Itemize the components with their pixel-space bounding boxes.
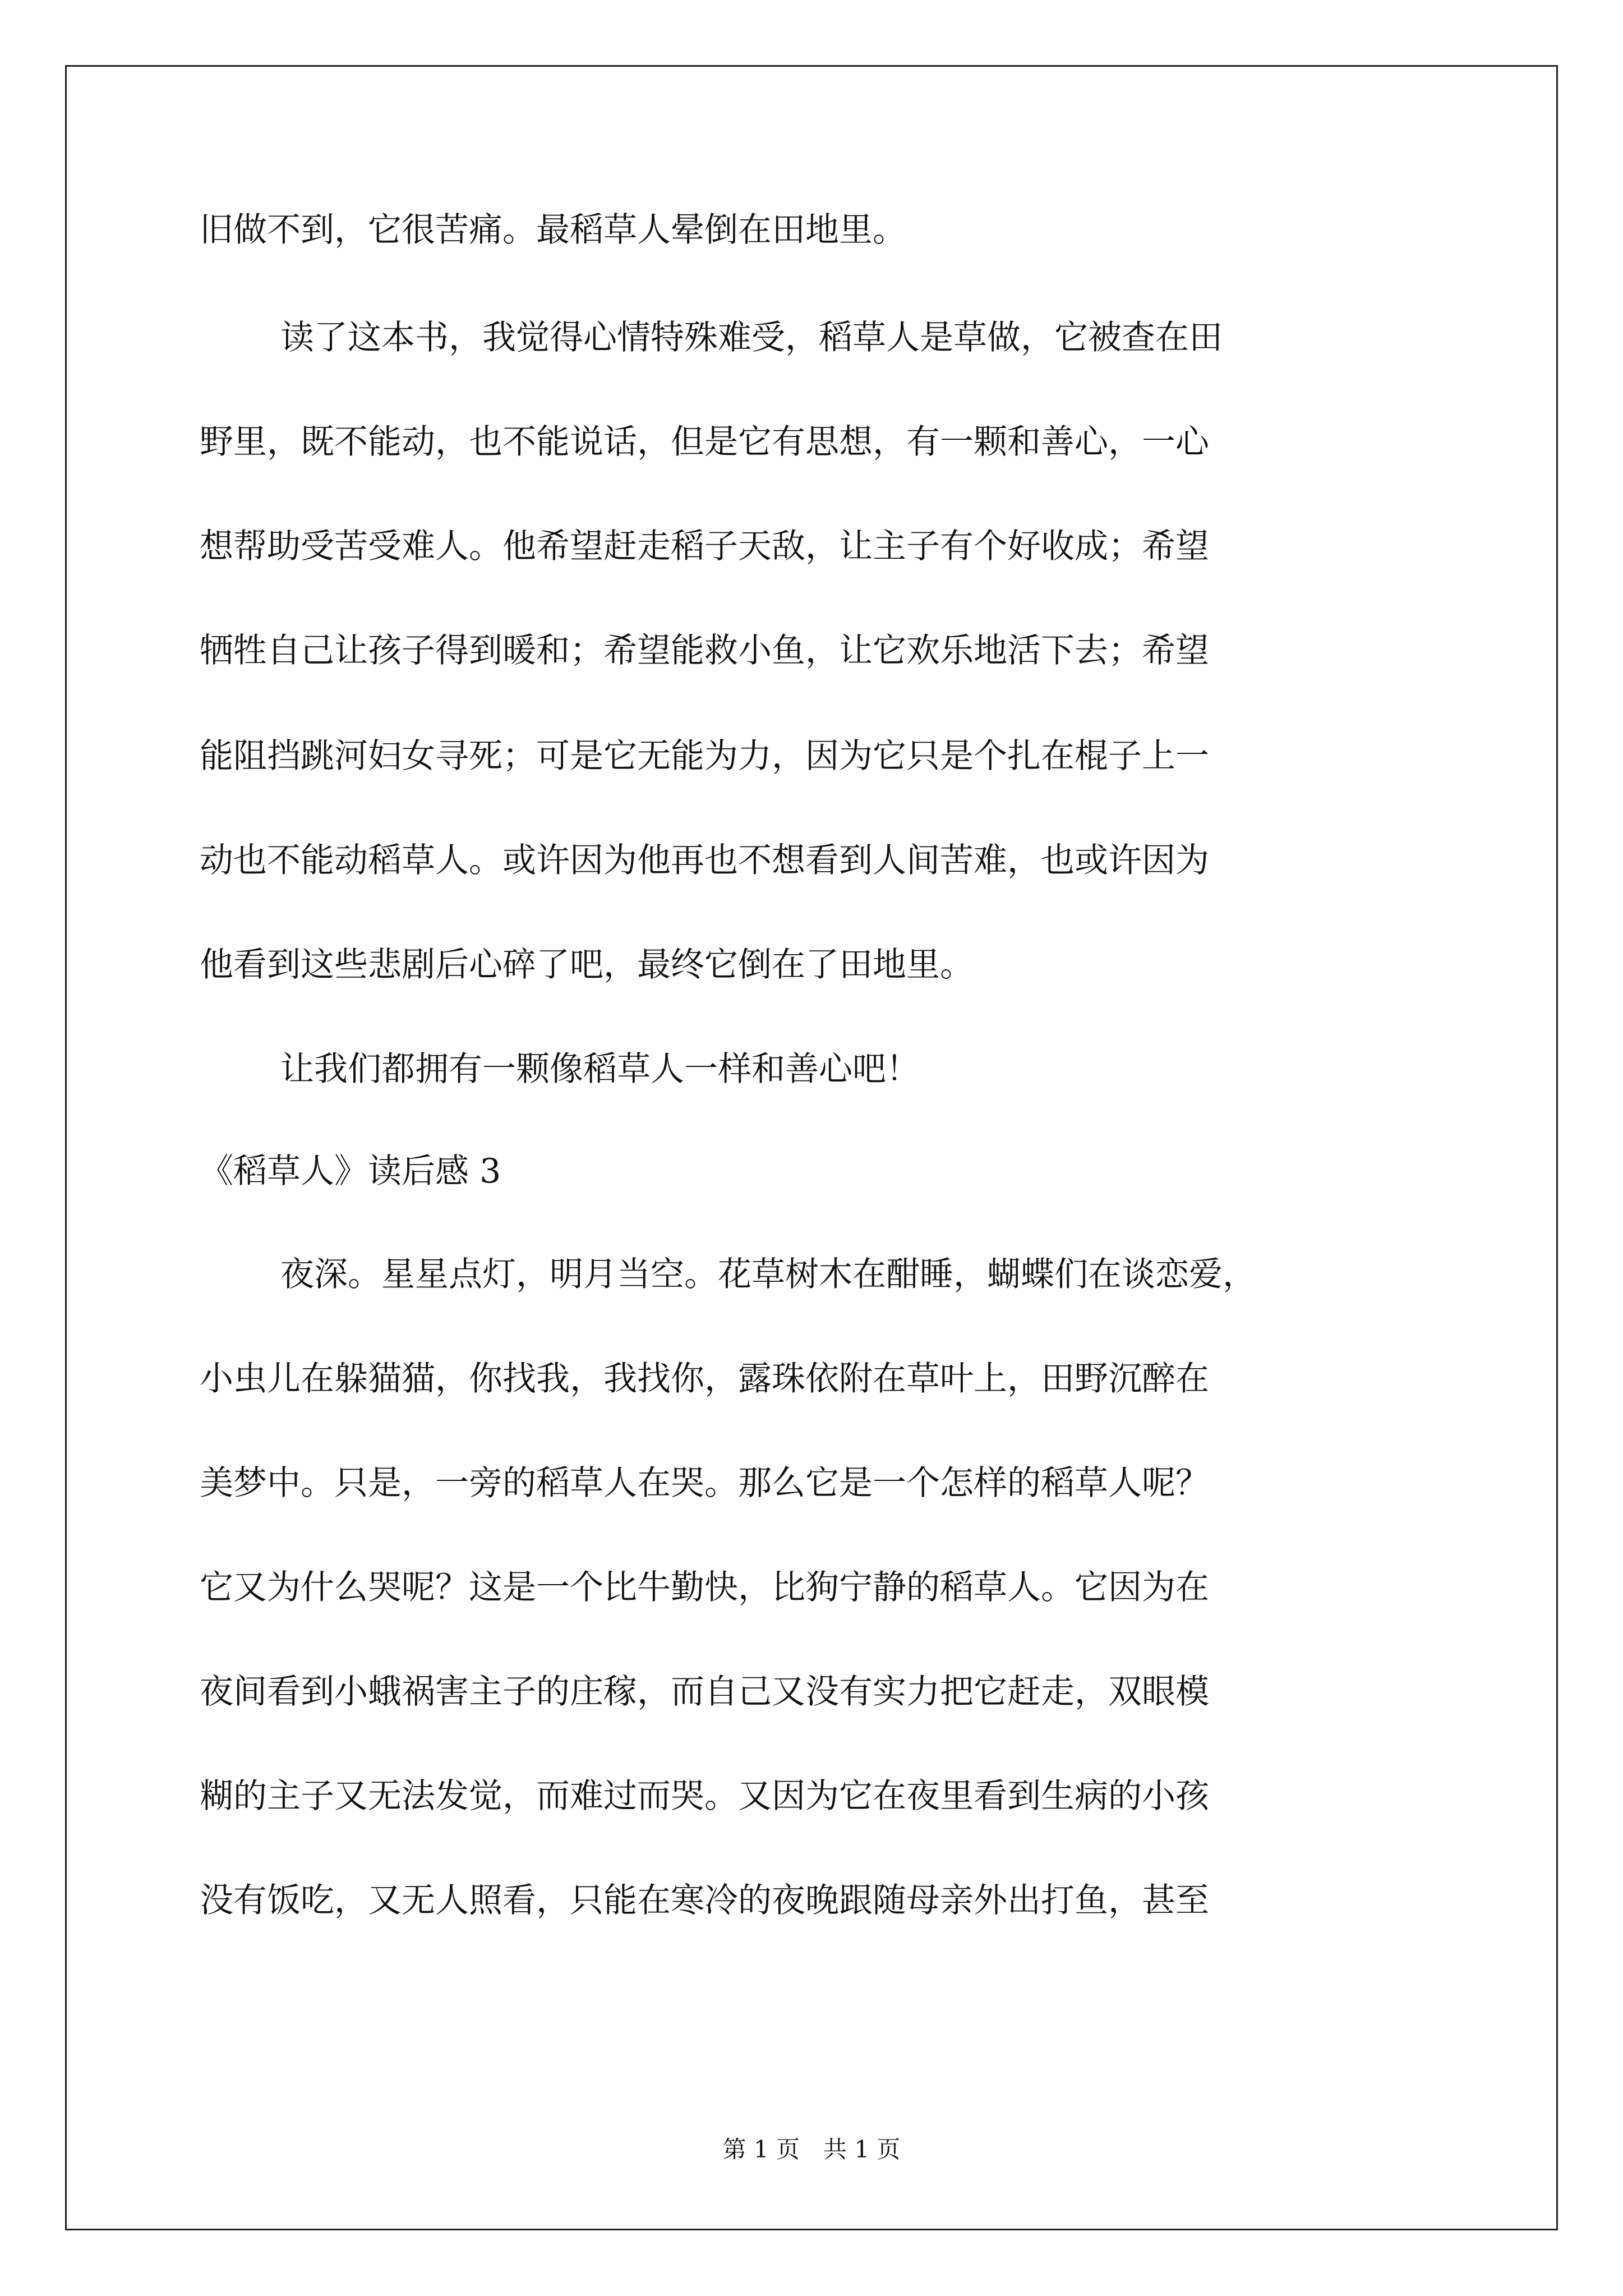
paragraph-start: 读了这本书，我觉得心情特殊难受，稻草人是草做，它被查在田 — [280, 318, 1223, 357]
text-line: 美梦中。只是，一旁的稻草人在哭。那么它是一个怎样的稻草人呢？ — [200, 1464, 1209, 1503]
paragraph-start: 夜深。星星点灯，明月当空。花草树木在酣睡，蝴蝶们在谈恋爱， — [280, 1255, 1256, 1294]
text-line: 想帮助受苦受难人。他希望赶走稻子天敌，让主子有个好收成；希望 — [200, 527, 1209, 566]
paragraph-start: 让我们都拥有一颗像稻草人一样和善心吧！ — [280, 1050, 920, 1089]
text-line: 它又为什么哭呢？这是一个比牛勤快，比狗宁静的稻草人。它因为在 — [200, 1568, 1209, 1607]
text-line: 小虫儿在躲猫猫，你找我，我找你，露珠依附在草叶上，田野沉醉在 — [200, 1359, 1209, 1398]
text-line: 旧做不到，它很苦痛。最稻草人晕倒在田地里。 — [200, 210, 906, 250]
text-line: 牺牲自己让孩子得到暖和；希望能救小鱼，让它欢乐地活下去；希望 — [200, 631, 1209, 670]
text-line: 夜间看到小蛾祸害主子的庄稼，而自己又没有实力把它赶走，双眼模 — [200, 1672, 1209, 1711]
text-line: 野里，既不能动，也不能说话，但是它有思想，有一颗和善心，一心 — [200, 422, 1209, 462]
text-line: 他看到这些悲剧后心碎了吧，最终它倒在了田地里。 — [200, 945, 974, 984]
text-line: 动也不能动稻草人。或许因为他再也不想看到人间苦难，也或许因为 — [200, 841, 1209, 880]
text-line: 糊的主子又无法发觉，而难过而哭。又因为它在夜里看到生病的小孩 — [200, 1777, 1209, 1816]
section-heading: 《稻草人》读后感 3 — [200, 1152, 501, 1191]
text-line: 没有饭吃，又无人照看，只能在寒冷的夜晚跟随母亲外出打鱼，甚至 — [200, 1881, 1209, 1920]
page-footer: 第 1 页 共 1 页 — [722, 2136, 901, 2163]
text-line: 能阻挡跳河妇女寻死；可是它无能为力，因为它只是个扎在棍子上一 — [200, 737, 1209, 776]
